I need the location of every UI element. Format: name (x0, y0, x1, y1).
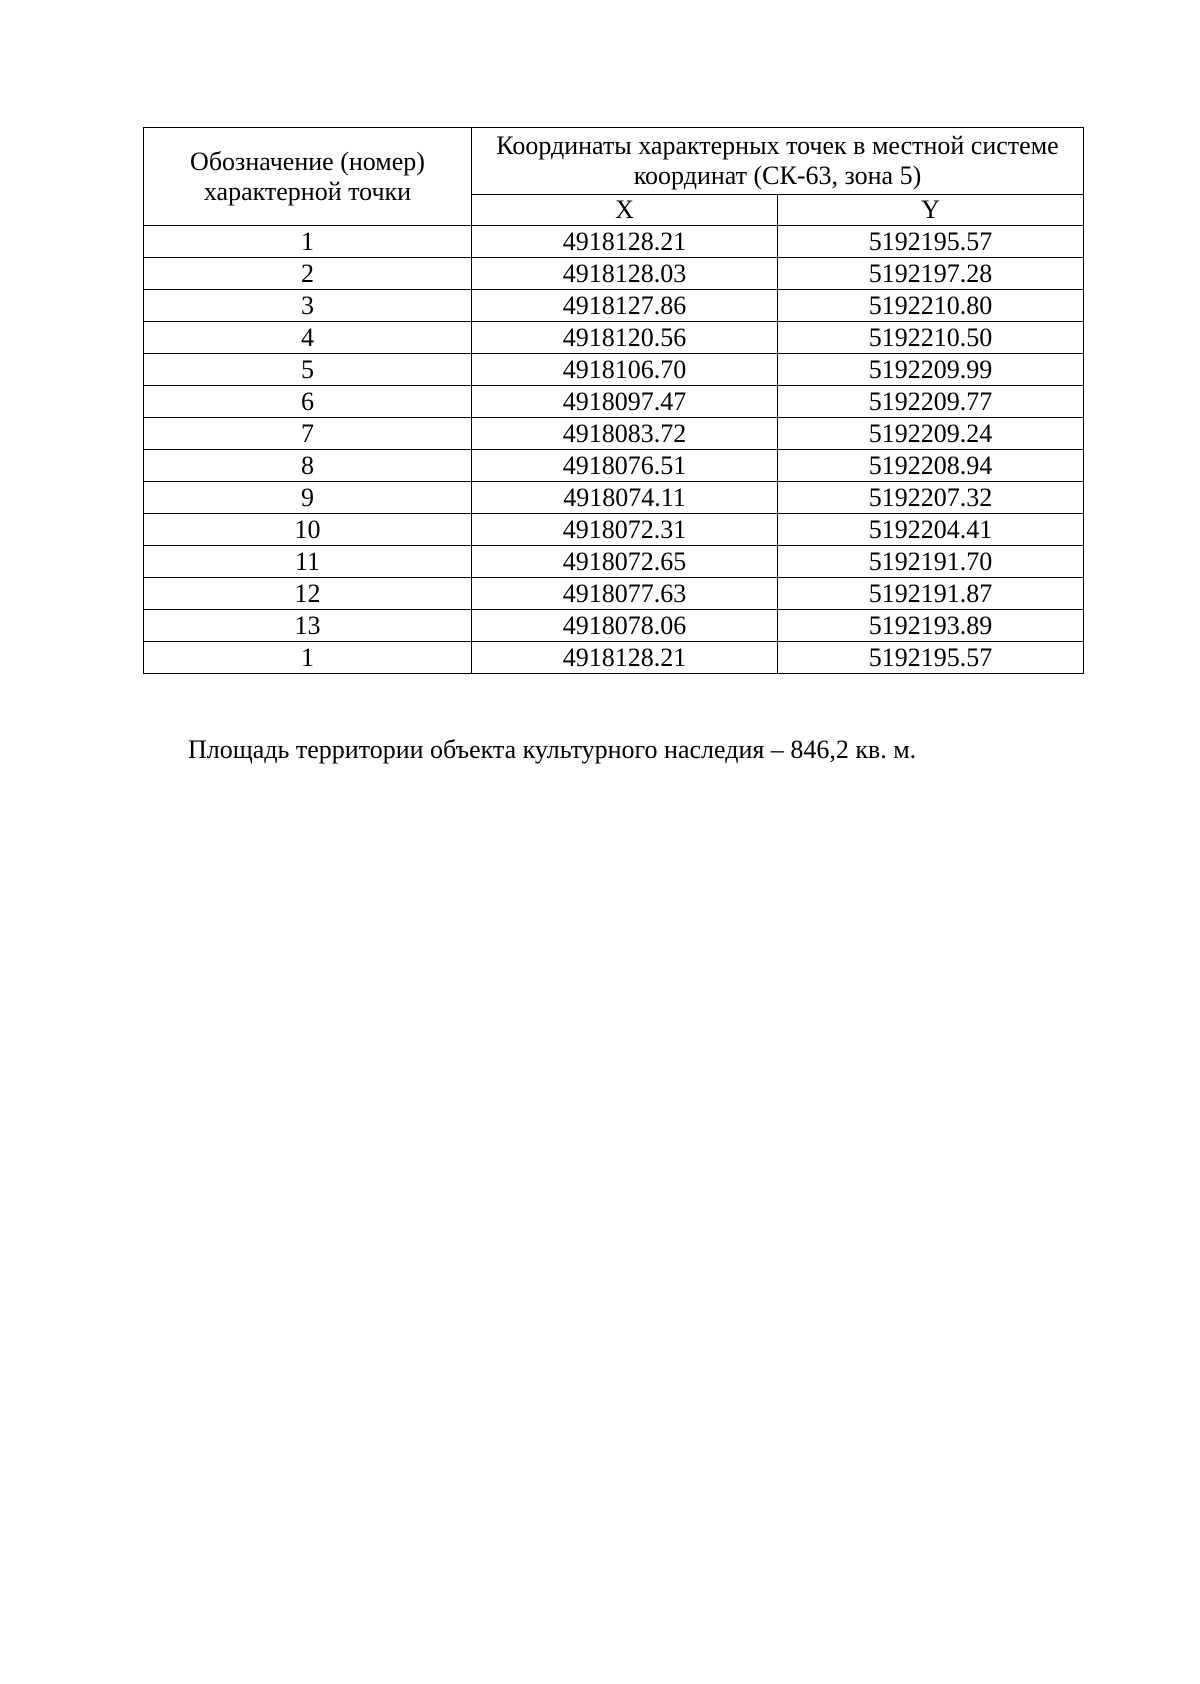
cell-y: 5192210.80 (778, 290, 1084, 322)
cell-x: 4918078.06 (472, 610, 778, 642)
header-x: X (472, 195, 778, 226)
cell-y: 5192209.24 (778, 418, 1084, 450)
cell-point: 10 (144, 514, 472, 546)
cell-y: 5192204.41 (778, 514, 1084, 546)
cell-point: 1 (144, 642, 472, 674)
cell-x: 4918128.21 (472, 642, 778, 674)
cell-x: 4918128.03 (472, 258, 778, 290)
cell-x: 4918076.51 (472, 450, 778, 482)
table-row (144, 514, 1084, 546)
cell-x: 4918097.47 (472, 386, 778, 418)
cell-x: 4918077.63 (472, 578, 778, 610)
table-row (144, 450, 1084, 482)
table-row (144, 322, 1084, 354)
cell-y: 5192197.28 (778, 258, 1084, 290)
cell-y: 5192210.50 (778, 322, 1084, 354)
area-note: Площадь территории объекта культурного наследия – 846,2 кв. м. (188, 735, 917, 764)
cell-point: 6 (144, 386, 472, 418)
table-row (144, 354, 1084, 386)
cell-point: 7 (144, 418, 472, 450)
header-y: Y (778, 195, 1084, 226)
cell-x: 4918128.21 (472, 226, 778, 258)
table-row (144, 578, 1084, 610)
cell-point: 5 (144, 354, 472, 386)
cell-point: 9 (144, 482, 472, 514)
cell-y: 5192195.57 (778, 226, 1084, 258)
cell-y: 5192209.77 (778, 386, 1084, 418)
table-body (144, 226, 1084, 674)
header-coordinates: Координаты характерных точек в местной системе координат (СК-63, зона 5) (472, 128, 1084, 195)
table-header-row (144, 128, 1084, 195)
table-row (144, 610, 1084, 642)
cell-x: 4918120.56 (472, 322, 778, 354)
cell-x: 4918074.11 (472, 482, 778, 514)
cell-point: 8 (144, 450, 472, 482)
cell-point: 1 (144, 226, 472, 258)
coordinates-table (143, 127, 1084, 674)
cell-y: 5192191.87 (778, 578, 1084, 610)
cell-point: 11 (144, 546, 472, 578)
cell-x: 4918072.31 (472, 514, 778, 546)
cell-x: 4918072.65 (472, 546, 778, 578)
table-row (144, 258, 1084, 290)
table-row (144, 546, 1084, 578)
cell-y: 5192209.99 (778, 354, 1084, 386)
cell-y: 5192191.70 (778, 546, 1084, 578)
cell-point: 4 (144, 322, 472, 354)
cell-point: 13 (144, 610, 472, 642)
cell-point: 12 (144, 578, 472, 610)
table-row (144, 482, 1084, 514)
cell-point: 3 (144, 290, 472, 322)
cell-y: 5192208.94 (778, 450, 1084, 482)
cell-point: 2 (144, 258, 472, 290)
cell-y: 5192195.57 (778, 642, 1084, 674)
table-row (144, 642, 1084, 674)
cell-y: 5192207.32 (778, 482, 1084, 514)
cell-y: 5192193.89 (778, 610, 1084, 642)
header-point-designation: Обозначение (номер) характерной точки (144, 128, 472, 226)
cell-x: 4918083.72 (472, 418, 778, 450)
cell-x: 4918106.70 (472, 354, 778, 386)
table-row (144, 226, 1084, 258)
table-row (144, 418, 1084, 450)
table-row (144, 386, 1084, 418)
table-row (144, 290, 1084, 322)
cell-x: 4918127.86 (472, 290, 778, 322)
